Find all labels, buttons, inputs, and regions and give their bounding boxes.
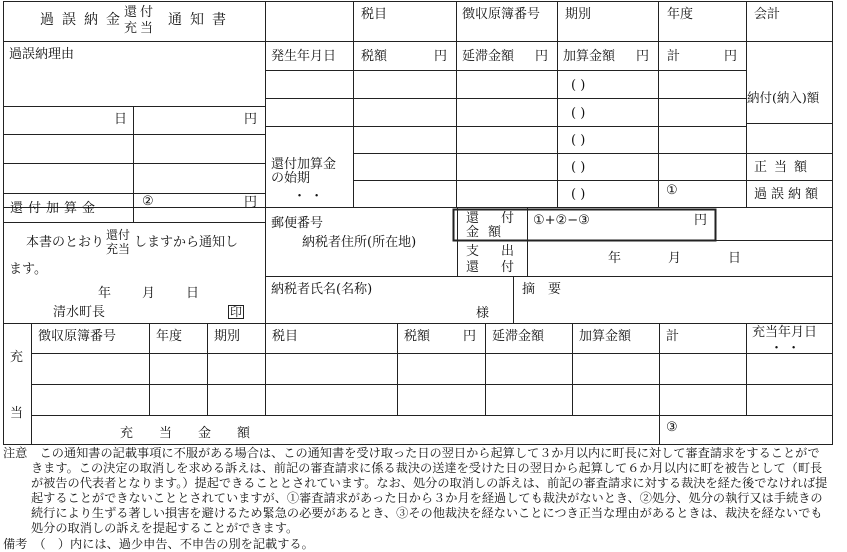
refund-amount-label-1: 還付 [466,211,537,226]
address-label: 納税者住所(所在地) [302,235,417,250]
month-label: 月 [142,286,156,301]
appr-header-delinquency: 延滞金額 [492,329,545,344]
paid-amount-label: 納付(納入)額 [747,90,820,105]
proper-amount-label: 正当額 [754,160,815,175]
year-label: 年 [98,286,112,301]
title-stack-bottom: 充当 [124,21,157,36]
refund-formula: ①+②−③ [533,213,590,228]
refund-start-label-1: 還付加算金 [271,157,337,172]
note-line-6: 処分の取消しの訴えを提起することができます。 [31,521,299,535]
header-tax-item: 税目 [361,7,388,22]
circle-2: ② [142,194,154,209]
notice-text-pre: 本書のとおり [26,235,105,250]
appr-header-ledger-no: 徴収原簿番号 [38,329,117,344]
appropriation-label-1: 充 [10,350,24,365]
circle-3: ③ [666,420,678,435]
remarks-label: 摘要 [522,282,575,297]
payment-month: 月 [668,251,682,266]
header-account: 会計 [754,7,781,22]
appr-header-tax-item: 税目 [272,329,299,344]
yen-label: 円 [434,49,448,64]
refund-amount-label-2: 金額 [466,225,511,240]
title-left: 過誤納金 [40,12,128,28]
header-fiscal-year: 年度 [667,7,694,22]
yen-label: 円 [694,213,708,228]
yen-label: 円 [535,49,549,64]
taxpayer-name-label: 納税者氏名(名称) [271,282,373,297]
paren-4: ( ) [571,160,586,175]
paren-5: ( ) [571,187,586,202]
notice-text-end: ます。 [9,262,47,277]
appropriation-label-2: 当 [10,406,24,421]
paren-1: ( ) [571,78,586,93]
note-line-1: 注意 この通知書の記載事項に不服がある場合は、この通知書を受け取った日の翌日から起算して３か月以内に町長に対して審査請求をすることがで [3,446,820,460]
reason-label: 過誤納理由 [9,47,75,62]
day-label: 日 [186,286,200,301]
paren-3: ( ) [571,133,586,148]
paren-2: ( ) [571,106,586,121]
notice-stack-bottom: 充当 [106,242,131,256]
title-stack-top: 還付 [124,5,157,20]
notice-stack-top: 還付 [106,228,131,242]
payment-year: 年 [608,251,622,266]
appr-header-period: 期別 [214,329,241,344]
overpaid-amount-label: 過誤納額 [754,187,823,202]
circle-1: ① [666,183,678,198]
header-ledger-no: 徴収原簿番号 [462,7,541,22]
yen-label: 円 [636,49,650,64]
appr-header-tax-amount: 税額 [404,329,431,344]
appr-date-label: 充当年月日 [752,325,818,340]
note-line-4: 起することができないこととされていますが、①審査請求があった日から３か月を経過しても裁決がないとき、②処分、処分の執行又は手続きの [31,491,823,505]
note-line-2: きます。この決定の取消しを求める訴えは、前記の審査請求に係る裁決の送達を受けた日の翌日から起算して６か月以内に町を被告として（町長 [31,461,823,475]
refund-addition-label: 還付加算金 [10,201,101,216]
postal-code-label: 郵便番号 [271,216,324,231]
tax-amount-label: 税額 [361,49,388,64]
refund-start-dots: ・ ・ [293,189,324,204]
payment-day: 日 [728,251,742,266]
title-right: 通知書 [168,12,234,28]
occur-date-label: 発生年月日 [271,49,337,64]
remarks-note: 備考 （ ）内には、過少申告、不申告の別を記載する。 [3,537,314,551]
yen-label: 円 [724,49,738,64]
note-line-3: が被告の代表者となります。）提起できることとされています。なお、処分の取消しの訴えは、前記の審査請求に対する裁決を経た後でなければ提 [31,476,828,490]
mayor-label: 清水町長 [53,305,106,320]
sama-label: 様 [476,306,490,321]
yen-label: 円 [244,112,258,127]
payment-label-2: 還付 [466,260,537,275]
appropriation-total-label: 充当金額 [120,426,277,441]
header-period: 期別 [565,7,592,22]
notice-text-post: しますから通知し [134,235,239,250]
appr-date-dots: ・ ・ [770,341,801,356]
yen-label: 円 [463,329,477,344]
appr-header-addition: 加算金額 [579,329,632,344]
addition-label: 加算金額 [563,49,616,64]
appr-header-fiscal-year: 年度 [156,329,183,344]
refund-start-label-2: の始期 [271,171,311,186]
day-label: 日 [114,112,128,127]
seal-stamp: 印 [230,305,243,319]
delinquency-label: 延滞金額 [462,49,515,64]
total-label: 計 [667,49,681,64]
yen-label: 円 [244,195,258,210]
appr-header-total: 計 [666,329,680,344]
note-line-5: 続行により生ずる著しい損害を避けるため緊急の必要があるとき、③その他裁決を経ないことにつき正当な理由があるときは、裁決を経ないでも [31,506,823,520]
payment-label-1: 支出 [466,244,537,259]
